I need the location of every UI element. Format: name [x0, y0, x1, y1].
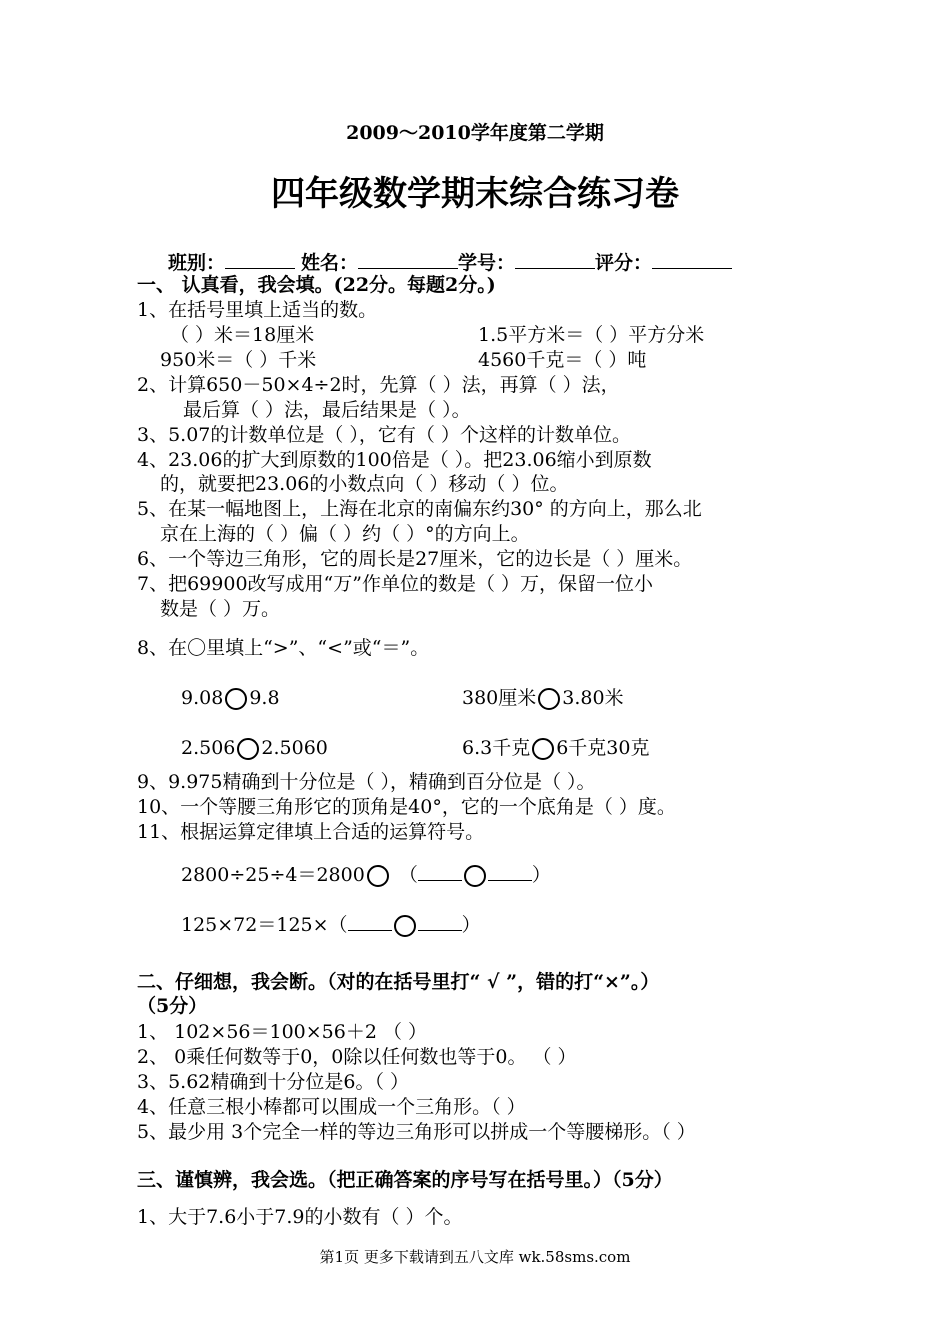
operand-blank[interactable] — [418, 860, 462, 881]
operator-row-2 — [181, 910, 481, 937]
paren-close: ） — [461, 914, 481, 936]
score-label: 评分： — [595, 252, 653, 274]
compare-row-2b — [462, 736, 649, 760]
paren-open: （ — [398, 864, 418, 886]
s1-q3: 3、5.07的计数单位是（ ），它有（ ）个这样的计数单位。 — [137, 424, 631, 446]
id-blank — [515, 248, 595, 269]
s1-q4b: 的，就要把23.06的小数点向（ ）移动（ ）位。 — [160, 473, 569, 495]
paren-close: ） — [531, 864, 551, 886]
operand-blank[interactable] — [418, 910, 462, 931]
compare-row-1a — [181, 686, 280, 710]
s1-q7b: 数是（ ）万。 — [160, 598, 281, 620]
operand-blank[interactable] — [488, 860, 532, 881]
s2-q3: 3、5.62精确到十分位是6。（ ） — [137, 1071, 410, 1093]
exam-title: 四年级数学期末综合练习卷 — [271, 174, 679, 214]
s1-q2b: 最后算（ ）法，最后结果是（ ）。 — [183, 399, 471, 421]
s3-q1: 1、大于7.6小于7.9的小数有（ ）个。 — [137, 1206, 463, 1228]
name-blank — [358, 248, 458, 269]
s1-q8: 8、在〇里填上“>”、“<”或“＝”。 — [137, 637, 430, 659]
section2-title: 二、仔细想，我会断。（对的在括号里打“ √ ”，错的打“×”。） — [137, 971, 660, 993]
compare-left: 9.08 — [181, 687, 224, 709]
expr-left: 125×72＝125×（ — [181, 914, 348, 936]
compare-circle[interactable] — [225, 688, 247, 710]
compare-left: 6.3千克 — [462, 737, 531, 759]
compare-circle[interactable] — [532, 738, 554, 760]
class-blank — [225, 248, 295, 269]
compare-right: 2.5060 — [261, 737, 328, 759]
compare-right: 9.8 — [249, 687, 280, 709]
compare-row-1b — [462, 686, 624, 710]
s2-q2: 2、 0乘任何数等于0，0除以任何数也等于0。 （ ） — [137, 1046, 577, 1068]
name-label: 姓名： — [301, 252, 359, 274]
expr-left: 2800÷25÷4＝2800 — [181, 864, 365, 886]
s1-q1c: 950米＝（ ）千米 — [160, 349, 317, 371]
score-blank — [652, 248, 732, 269]
s2-q4: 4、任意三根小棒都可以围成一个三角形。（ ） — [137, 1096, 526, 1118]
compare-circle[interactable] — [237, 738, 259, 760]
s1-q11: 11、根据运算定律填上合适的运算符号。 — [137, 821, 485, 843]
compare-row-2a — [181, 736, 328, 760]
s2-q5: 5、最少用 3个完全一样的等边三角形可以拼成一个等腰梯形。（ ） — [137, 1121, 696, 1143]
class-label: 班别： — [168, 252, 226, 274]
page-footer: 第1页 更多下载请到五八文库 wk.58sms.com — [319, 1248, 631, 1266]
compare-circle[interactable] — [538, 688, 560, 710]
s1-q9: 9、9.975精确到十分位是（ ），精确到百分位是（ ）。 — [137, 771, 596, 793]
s1-q4a: 4、23.06的扩大到原数的100倍是（ ）。把23.06缩小到原数 — [137, 449, 652, 471]
id-label: 学号： — [458, 252, 516, 274]
s1-q7a: 7、把69900改写成用“万”作单位的数是（ ）万，保留一位小 — [137, 573, 653, 595]
s1-q2a: 2、计算650－50×4÷2时，先算（ ）法，再算（ ）法， — [137, 374, 620, 396]
s1-q1d: 4560千克＝（ ）吨 — [478, 349, 647, 371]
operand-blank[interactable] — [348, 910, 392, 931]
section2-points: （5分） — [137, 995, 208, 1017]
s1-q10: 10、一个等腰三角形它的顶角是40°，它的一个底角是（ ）度。 — [137, 796, 676, 818]
s2-q1: 1、 102×56＝100×56＋2 （ ） — [137, 1021, 428, 1043]
section3-title: 三、谨慎辨，我会选。（把正确答案的序号写在括号里。）（5分） — [137, 1169, 673, 1191]
exam-term: 2009～2010学年度第二学期 — [346, 122, 604, 144]
operator-circle[interactable] — [394, 915, 416, 937]
operator-circle[interactable] — [464, 865, 486, 887]
s1-q6: 6、一个等边三角形，它的周长是27厘米，它的边长是（ ）厘米。 — [137, 548, 693, 570]
s1-q1a: （ ）米＝18厘米 — [170, 324, 315, 346]
s1-q1b: 1.5平方米＝（ ）平方分米 — [478, 324, 705, 346]
operator-circle[interactable] — [367, 865, 389, 887]
compare-left: 2.506 — [181, 737, 236, 759]
s1-q5b: 京在上海的（ ）偏（ ）约（ ）°的方向上。 — [160, 523, 530, 545]
compare-left: 380厘米 — [462, 687, 537, 709]
s1-q5a: 5、在某一幅地图上，上海在北京的南偏东约30° 的方向上，那么北 — [137, 498, 702, 520]
student-info-row — [168, 248, 732, 275]
s1-q1: 1、在括号里填上适当的数。 — [137, 299, 378, 321]
compare-right: 3.80米 — [562, 687, 624, 709]
section1-title: 一、 认真看，我会填。(22分。每题2分。) — [137, 274, 496, 296]
compare-right: 6千克30克 — [556, 737, 650, 759]
operator-row-1 — [181, 860, 551, 887]
